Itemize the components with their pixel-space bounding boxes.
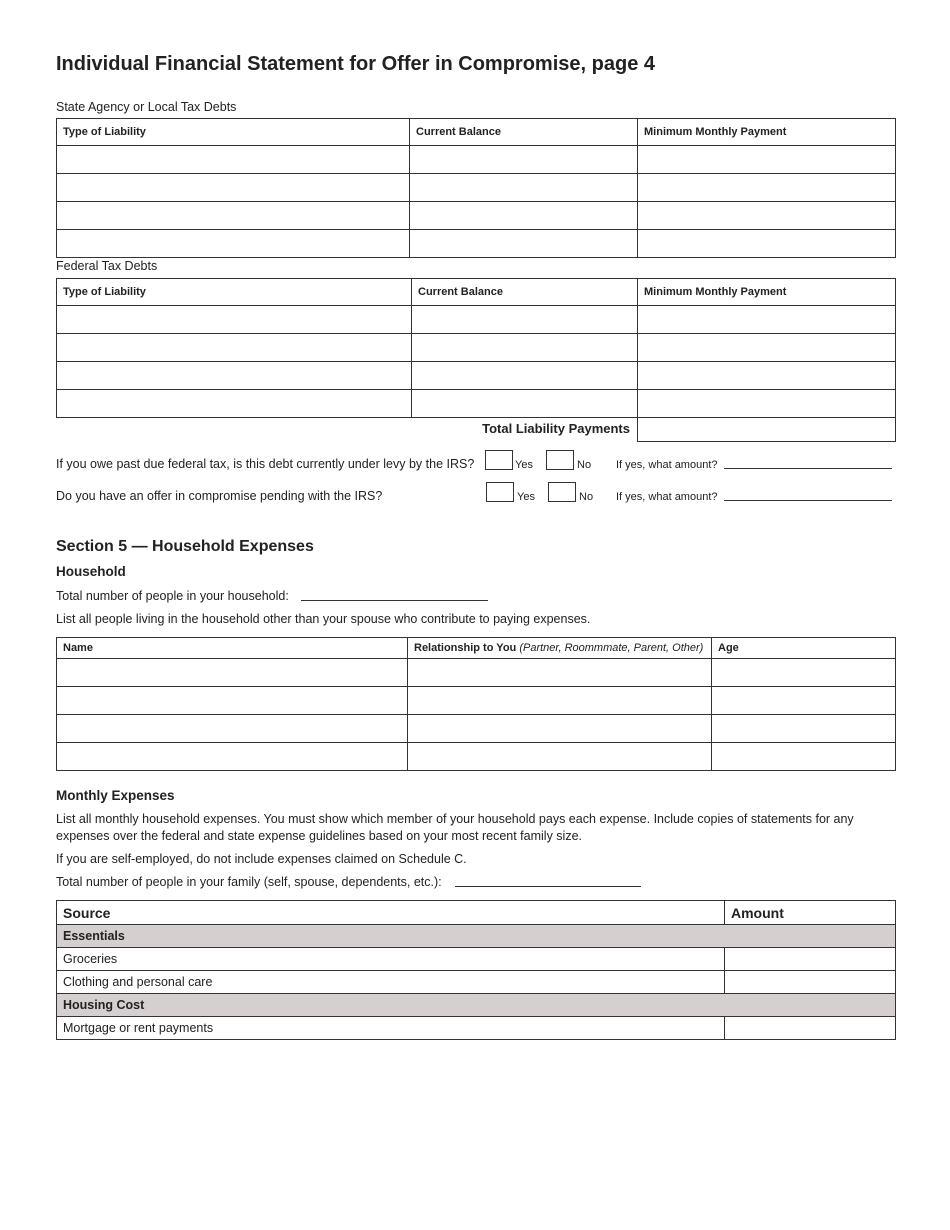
member-age-field[interactable] xyxy=(712,687,896,715)
state-payment-field[interactable] xyxy=(638,202,896,230)
member-relationship-field[interactable] xyxy=(408,659,712,687)
groceries-amount-field[interactable] xyxy=(725,948,896,971)
col-minimum-monthly-payment: Minimum Monthly Payment xyxy=(638,279,896,306)
mortgage-amount-field[interactable] xyxy=(725,1017,896,1040)
household-heading: Household xyxy=(56,564,126,579)
col-relationship-label: Relationship to You xyxy=(414,642,517,654)
family-size-label: Total number of people in your family (self, spouse, dependents, etc.): xyxy=(56,875,442,889)
household-members-table xyxy=(56,637,896,771)
state-payment-field[interactable] xyxy=(638,146,896,174)
col-current-balance: Current Balance xyxy=(410,119,638,146)
page-title: Individual Financial Statement for Offer in Compromise, page 4 xyxy=(56,53,655,75)
offer-no-label: No xyxy=(579,491,594,503)
family-size-field[interactable] xyxy=(455,886,641,887)
state-type-field[interactable] xyxy=(57,146,410,174)
federal-type-field[interactable] xyxy=(57,362,412,390)
total-liability-label: Total Liability Payments xyxy=(482,421,630,436)
member-name-field[interactable] xyxy=(57,743,408,771)
total-people-field[interactable] xyxy=(301,600,488,601)
clothing-amount-field[interactable] xyxy=(725,971,896,994)
col-age: Age xyxy=(712,638,896,659)
monthly-expenses-heading: Monthly Expenses xyxy=(56,788,175,803)
essentials-group-header: Essentials xyxy=(57,925,896,948)
federal-balance-field[interactable] xyxy=(412,390,638,418)
col-type-of-liability: Type of Liability xyxy=(57,119,410,146)
levy-amount-label: If yes, what amount? xyxy=(616,459,718,471)
offer-question: Do you have an offer in compromise pending with the IRS? xyxy=(56,489,383,503)
col-amount: Amount xyxy=(725,901,896,925)
state-balance-field[interactable] xyxy=(410,202,638,230)
groceries-label: Groceries xyxy=(57,948,725,971)
offer-no-checkbox[interactable] xyxy=(548,482,576,502)
member-relationship-field[interactable] xyxy=(408,715,712,743)
list-instruction: List all people living in the household other than your spouse who contribute to paying expenses. xyxy=(56,612,591,626)
member-age-field[interactable] xyxy=(712,743,896,771)
section5-title: Section 5 — Household Expenses xyxy=(56,538,314,555)
levy-yes-label: Yes xyxy=(515,459,533,471)
total-people-label: Total number of people in your household: xyxy=(56,589,289,603)
clothing-label: Clothing and personal care xyxy=(57,971,725,994)
member-name-field[interactable] xyxy=(57,659,408,687)
state-debts-caption: State Agency or Local Tax Debts xyxy=(56,100,237,114)
state-type-field[interactable] xyxy=(57,202,410,230)
member-age-field[interactable] xyxy=(712,659,896,687)
member-name-field[interactable] xyxy=(57,687,408,715)
state-type-field[interactable] xyxy=(57,174,410,202)
state-type-field[interactable] xyxy=(57,230,410,258)
state-balance-field[interactable] xyxy=(410,230,638,258)
col-current-balance: Current Balance xyxy=(412,279,638,306)
offer-yes-label: Yes xyxy=(517,491,535,503)
member-relationship-field[interactable] xyxy=(408,687,712,715)
state-balance-field[interactable] xyxy=(410,146,638,174)
federal-balance-field[interactable] xyxy=(412,334,638,362)
levy-no-label: No xyxy=(577,459,592,471)
housing-group-header: Housing Cost xyxy=(57,994,896,1017)
monthly-expenses-instructions: List all monthly household expenses. You must show which member of your household pays each expense. Include copies of statements for any expenses over the federal and state expense guidelines based on your most recent family size. xyxy=(56,812,854,843)
federal-type-field[interactable] xyxy=(57,306,412,334)
col-relationship xyxy=(408,638,712,659)
mortgage-label: Mortgage or rent payments xyxy=(57,1017,725,1040)
col-relationship-hint: (Partner, Roommmate, Parent, Other) xyxy=(519,642,704,654)
levy-no-checkbox[interactable] xyxy=(546,450,574,470)
levy-yes-checkbox[interactable] xyxy=(485,450,513,470)
state-payment-field[interactable] xyxy=(638,230,896,258)
federal-payment-field[interactable] xyxy=(638,306,896,334)
levy-question: If you owe past due federal tax, is this debt currently under levy by the IRS? xyxy=(56,457,475,471)
member-age-field[interactable] xyxy=(712,715,896,743)
expense-table xyxy=(56,900,896,1040)
state-debts-table xyxy=(56,118,896,258)
federal-balance-field[interactable] xyxy=(412,362,638,390)
offer-amount-label: If yes, what amount? xyxy=(616,491,718,503)
total-liability-field[interactable] xyxy=(637,414,896,442)
member-name-field[interactable] xyxy=(57,715,408,743)
state-balance-field[interactable] xyxy=(410,174,638,202)
col-type-of-liability: Type of Liability xyxy=(57,279,412,306)
state-payment-field[interactable] xyxy=(638,174,896,202)
col-minimum-monthly-payment: Minimum Monthly Payment xyxy=(638,119,896,146)
col-source: Source xyxy=(57,901,725,925)
self-employed-note: If you are self-employed, do not include expenses claimed on Schedule C. xyxy=(56,852,467,866)
col-name: Name xyxy=(57,638,408,659)
federal-debts-table xyxy=(56,278,896,418)
federal-type-field[interactable] xyxy=(57,334,412,362)
federal-debts-caption: Federal Tax Debts xyxy=(56,259,158,273)
federal-balance-field[interactable] xyxy=(412,306,638,334)
levy-amount-field[interactable] xyxy=(724,468,892,469)
federal-payment-field[interactable] xyxy=(638,362,896,390)
offer-amount-field[interactable] xyxy=(724,500,892,501)
federal-type-field[interactable] xyxy=(57,390,412,418)
offer-yes-checkbox[interactable] xyxy=(486,482,514,502)
federal-payment-field[interactable] xyxy=(638,334,896,362)
member-relationship-field[interactable] xyxy=(408,743,712,771)
